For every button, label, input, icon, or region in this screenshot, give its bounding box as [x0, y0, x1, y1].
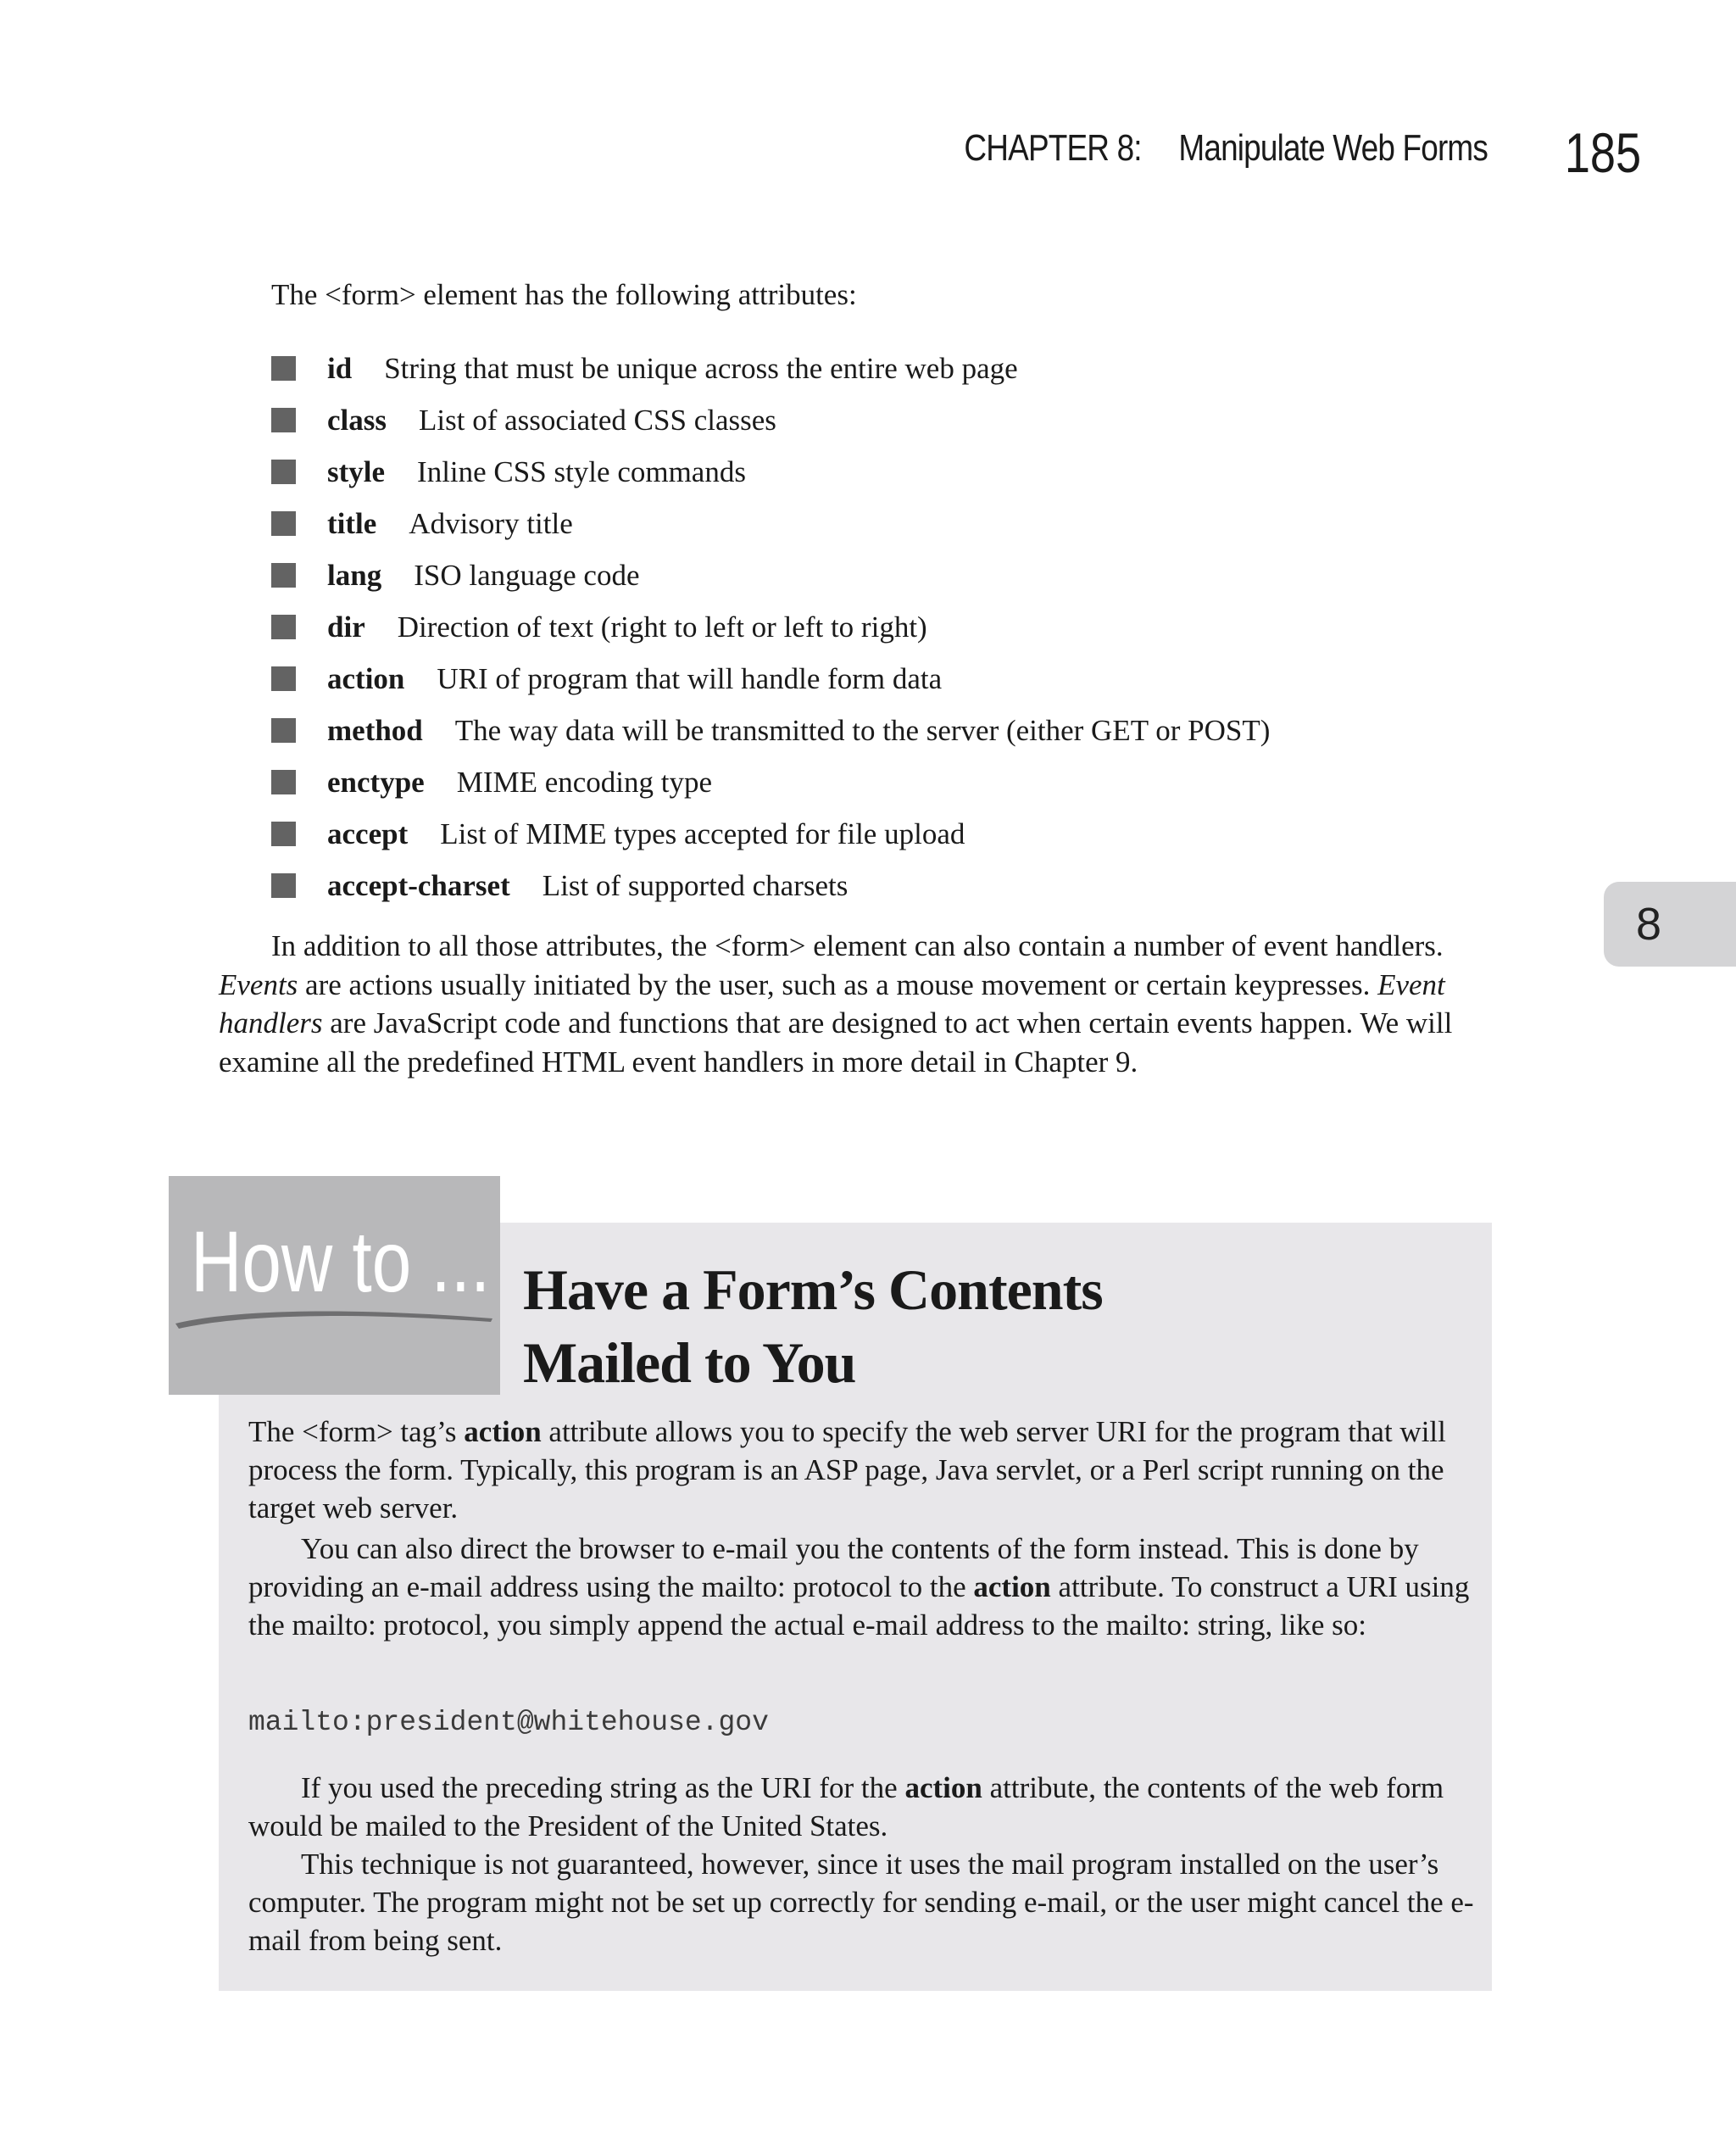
list-item: [271, 756, 1543, 808]
square-bullet-icon: [271, 873, 296, 898]
events-text-3: are JavaScript code and functions that are designed to act when certain events happen. We will examine all the predefined HTML event handlers in more detail in Chapter 9.: [219, 1006, 1453, 1079]
events-text-2: are actions usually initiated by the user, such as a mouse movement or certain keypresses.: [298, 967, 1378, 1001]
attribute-description: Inline CSS style commands: [417, 455, 746, 488]
running-header: [950, 127, 1488, 170]
howto-paragraph-2: [248, 1530, 1477, 1644]
event-handlers-term: Event handlers: [219, 967, 1445, 1040]
action-keyword: action: [973, 1570, 1051, 1603]
chapter-thumb-tab: 8: [1604, 882, 1736, 967]
swoosh-underline-icon: [172, 1303, 494, 1332]
list-item: [271, 549, 1543, 601]
square-bullet-icon: [271, 615, 296, 639]
attribute-term: id: [327, 352, 353, 385]
list-item: [271, 860, 1543, 911]
attribute-list: [271, 343, 1543, 911]
howto-paragraph-1: [248, 1413, 1477, 1527]
chapter-title: Manipulate Web Forms: [1178, 127, 1488, 169]
chapter-label: CHAPTER 8:: [964, 127, 1142, 169]
attribute-description: Direction of text (right to left or left to right): [397, 610, 927, 644]
square-bullet-icon: [271, 563, 296, 588]
attribute-term: accept: [327, 817, 409, 850]
attribute-description: List of supported charsets: [542, 869, 849, 902]
howto-paragraph-4: This technique is not guaranteed, however, since it uses the mail program installed on the user’s computer. The program might not be set up correctly for sending e-mail, or the user might cancel the e-mail from being sent.: [248, 1848, 1474, 1957]
text-run: attribute allows you to specify the web server URI for the program that will process the form. Typically, this program is an ASP page, Java servlet, or a Perl script running on the target web server.: [248, 1415, 1446, 1524]
attribute-term: class: [327, 404, 387, 437]
code-example: mailto:president@whitehouse.gov: [248, 1707, 769, 1738]
attribute-description: Advisory title: [409, 507, 573, 540]
list-item: [271, 343, 1543, 394]
howto-title-line-1: Have a Form’s Contents: [523, 1257, 1103, 1322]
square-bullet-icon: [271, 770, 296, 794]
text-run: If you used the preceding string as the URI for the: [301, 1771, 905, 1804]
square-bullet-icon: [271, 822, 296, 846]
square-bullet-icon: [271, 718, 296, 743]
text-run: The <form> tag’s: [248, 1415, 465, 1448]
square-bullet-icon: [271, 511, 296, 536]
list-item: [271, 808, 1543, 860]
square-bullet-icon: [271, 356, 296, 381]
attribute-term: lang: [327, 559, 382, 592]
attribute-description: List of MIME types accepted for file upload: [440, 817, 965, 850]
attribute-description: MIME encoding type: [456, 766, 713, 799]
list-item: [271, 601, 1543, 653]
intro-sentence: The <form> element has the following attributes:: [271, 278, 857, 311]
square-bullet-icon: [271, 408, 296, 432]
attribute-term: enctype: [327, 766, 425, 799]
attribute-description: String that must be unique across the entire web page: [384, 352, 1018, 385]
text-run: attribute. To construct a URI using the mailto: protocol, you simply append the actual e-mail address to the mailto: string, like so:: [248, 1570, 1470, 1642]
attribute-term: action: [327, 662, 405, 695]
attribute-term: accept-charset: [327, 869, 510, 902]
text-run: You can also direct the browser to e-mail you the contents of the form instead. This is done by providing an e-mail address using the mailto: protocol to the: [248, 1532, 1419, 1603]
square-bullet-icon: [271, 460, 296, 484]
attribute-description: ISO language code: [414, 559, 640, 592]
list-item: [271, 498, 1543, 549]
list-item: [271, 394, 1543, 446]
attribute-term: dir: [327, 610, 365, 644]
howto-paragraph-3: [248, 1769, 1477, 1845]
action-keyword: action: [904, 1771, 982, 1804]
list-item: [271, 705, 1543, 756]
attribute-description: URI of program that will handle form data: [437, 662, 943, 695]
events-text-1: In addition to all those attributes, the <form> element can also contain a number of event handlers.: [271, 929, 1444, 962]
attribute-term: method: [327, 714, 423, 747]
action-keyword: action: [464, 1415, 542, 1448]
attribute-description: List of associated CSS classes: [419, 404, 776, 437]
list-item: [271, 446, 1543, 498]
howto-title-line-2: Mailed to You: [523, 1330, 856, 1395]
page-number: 185: [1564, 121, 1641, 184]
attribute-description: The way data will be transmitted to the server (either GET or POST): [454, 714, 1271, 747]
attribute-term: style: [327, 455, 386, 488]
howto-badge-label: How to ...: [191, 1213, 491, 1310]
howto-title: [523, 1253, 1472, 1399]
events-term: Events: [219, 967, 298, 1001]
list-item: [271, 653, 1543, 705]
events-paragraph: [219, 927, 1465, 1081]
attribute-term: title: [327, 507, 377, 540]
square-bullet-icon: [271, 666, 296, 691]
text-run: attribute, the contents of the web form would be mailed to the President of the United States.: [248, 1771, 1444, 1842]
